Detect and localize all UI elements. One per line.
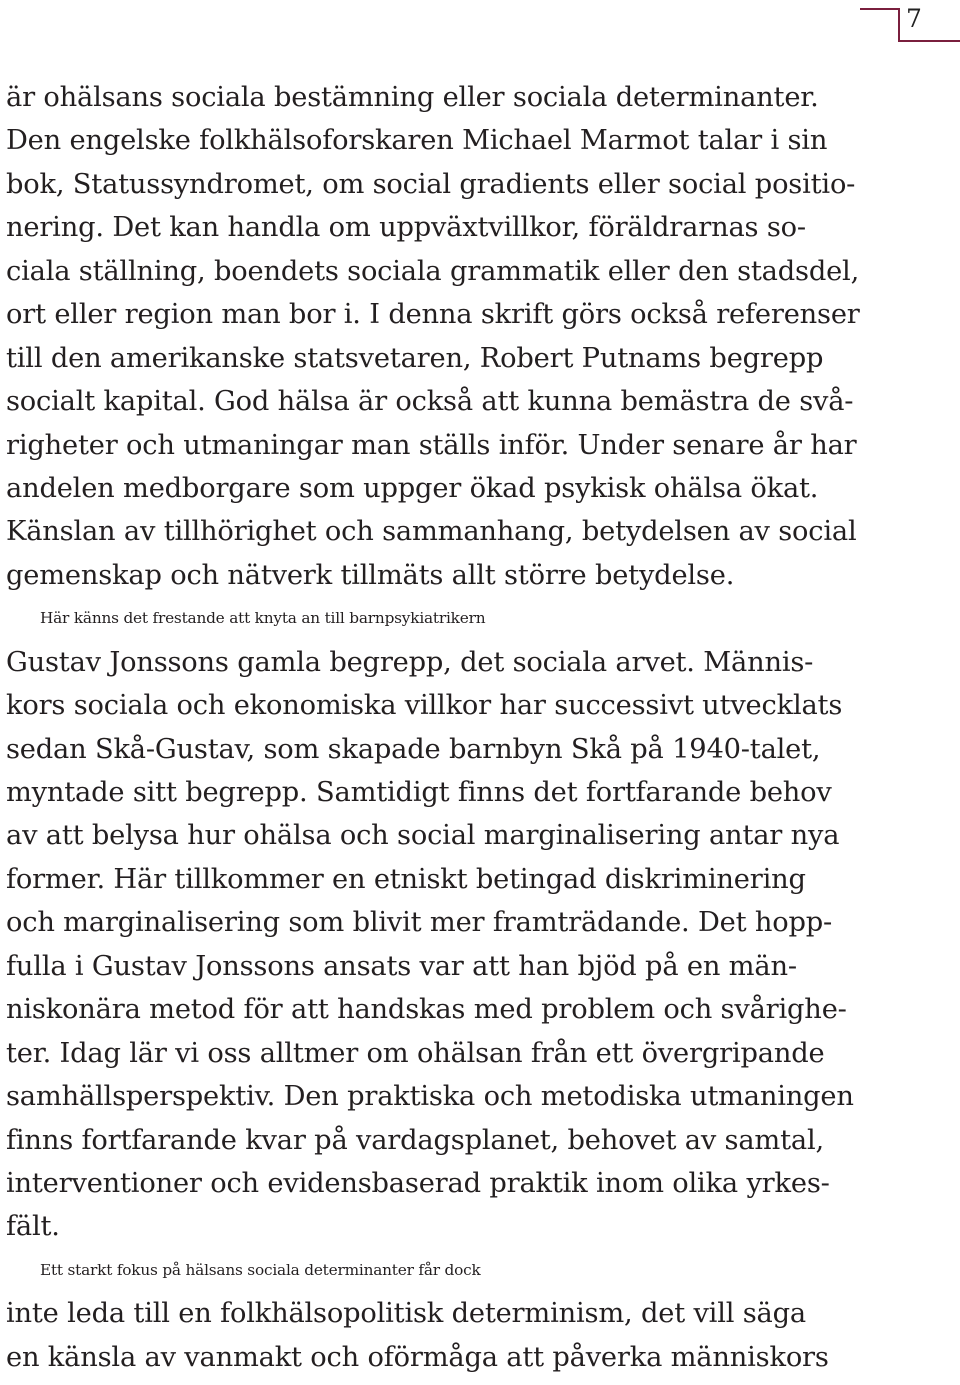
text-line: Ett starkt fokus på hälsans sociala determinanter får dock bbox=[40, 1260, 481, 1279]
page-number: 7 bbox=[906, 4, 922, 33]
text-line: inte leda till en folkhälsopolitisk determinism, det vill säga bbox=[6, 1298, 806, 1330]
text-line: sedan Skå-Gustav, som skapade barnbyn Skå på 1940-talet, bbox=[6, 733, 821, 765]
text-line: interventioner och evidensbaserad praktik inom olika yrkes- bbox=[6, 1167, 830, 1199]
text-line: och marginalisering som blivit mer framträdande. Det hopp- bbox=[6, 907, 833, 939]
text-line: righeter och utmaningar man ställs inför. Under senare år har bbox=[6, 429, 857, 461]
text-line: gemenskap och nätverk tillmäts allt större betydelse. bbox=[6, 559, 735, 591]
text-line: ort eller region man bor i. I denna skrift görs också referenser bbox=[6, 299, 860, 331]
text-line: myntade sitt begrepp. Samtidigt finns det fortfarande behov bbox=[6, 777, 832, 808]
text-line: niskonära metod för att handskas med problem och svårighe- bbox=[6, 994, 847, 1026]
header-rule-bottom bbox=[898, 40, 960, 42]
text-line: socialt kapital. God hälsa är också att kunna bemästra de svå- bbox=[6, 386, 854, 418]
text-line: av att belysa hur ohälsa och social marginalisering antar nya bbox=[6, 820, 840, 852]
text-line: Den engelske folkhälsoforskaren Michael Marmot talar i sin bbox=[6, 125, 828, 157]
text-line: Gustav Jonssons gamla begrepp, det sociala arvet. Männis- bbox=[6, 646, 814, 678]
text-line: andelen medborgare som uppger ökad psykisk ohälsa ökat. bbox=[6, 472, 819, 504]
text-line: Känslan av tillhörighet och sammanhang, betydelsen av social bbox=[6, 516, 857, 548]
text-line: till den amerikanske statsvetaren, Robert Putnams begrepp bbox=[6, 342, 824, 374]
text-line: är ohälsans sociala bestämning eller sociala determinanter. bbox=[6, 82, 819, 113]
text-line: samhällsperspektiv. Den praktiska och metodiska utmaningen bbox=[6, 1081, 854, 1113]
text-line: Här känns det frestande att knyta an till barnpsykiatrikern bbox=[40, 609, 486, 628]
text-line: bok, Statussyndromet, om social gradients eller social positio- bbox=[6, 168, 856, 200]
text-line: ciala ställning, boendets sociala grammatik eller den stadsdel, bbox=[6, 255, 860, 287]
text-line: former. Här tillkommer en etniskt betingad diskriminering bbox=[6, 863, 806, 895]
text-line: kors sociala och ekonomiska villkor har successivt utvecklats bbox=[6, 690, 843, 722]
text-line: fält. bbox=[6, 1211, 60, 1243]
text-line: ter. Idag lär vi oss alltmer om ohälsan från ett övergripande bbox=[6, 1037, 825, 1069]
header-rule-vertical bbox=[898, 8, 900, 42]
text-line: finns fortfarande kvar på vardagsplanet, behovet av samtal, bbox=[6, 1124, 824, 1156]
text-line: nering. Det kan handla om uppväxtvillkor, föräldrarnas so- bbox=[6, 212, 806, 244]
text-line: en känsla av vanmakt och oförmåga att påverka människors bbox=[6, 1341, 829, 1373]
body-text bbox=[6, 76, 956, 1379]
text-line: fulla i Gustav Jonssons ansats var att han bjöd på en män- bbox=[6, 950, 797, 982]
header-rule-top bbox=[860, 8, 900, 10]
